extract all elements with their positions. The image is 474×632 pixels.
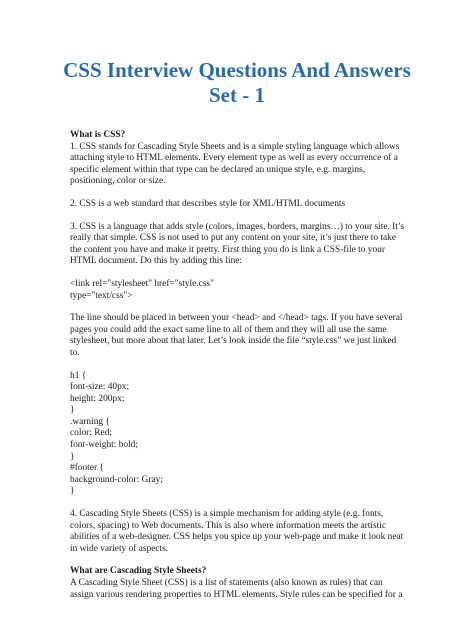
text-line: A Cascading Style Sheet (CSS) is a list of statements (also known as rules) that can [70, 578, 383, 588]
paragraph [70, 222, 416, 268]
paragraph [70, 509, 416, 555]
title-line: Set - 1 [209, 83, 265, 107]
code-line: #footer { [70, 463, 104, 474]
text-line: assign various rendering properties to HTML elements. Style rules can be specified for a [70, 589, 403, 600]
code-line: font-size: 40px; [70, 382, 130, 393]
code-line: h1 { [70, 370, 87, 381]
text-line: stylesheet, but more about that later. Let’s look inside the file “style.css” we just linked [70, 336, 397, 347]
code-line: height: 200px; [70, 393, 125, 404]
text-line: really that simple. CSS is not used to put any content on your site, it’s just there to take [70, 233, 397, 244]
code-line: background-color: Gray; [70, 474, 163, 485]
code-line: } [70, 451, 75, 462]
code-line: font-weight: bold; [70, 440, 138, 451]
paragraph [70, 313, 416, 359]
text-line: specific element within that type can be declared an unique style, e.g. margins, [70, 164, 366, 175]
text-line: pages you could add the exact same line to all of them and they will all use the same [70, 324, 387, 335]
code-line: color: Red; [70, 428, 112, 439]
text-line: 1. CSS stands for Cascading Style Sheets and is a simple styling language which allows [70, 141, 400, 152]
code-snippet-css [70, 371, 416, 499]
text-line: attaching style to HTML elements. Every element type as well as every occurrence of a [70, 153, 398, 164]
text-line: abilities of a web-designer. CSS helps you spice up your web-page and make it look neat [70, 532, 404, 543]
text-line: 4. Cascading Style Sheets (CSS) is a simple mechanism for adding style (e.g. fonts, [70, 509, 384, 520]
paragraph [70, 142, 416, 188]
code-snippet-link [70, 279, 416, 302]
text-line: 3. CSS is a language that adds style (colors, images, borders, margins…) to your site. It’s [70, 221, 405, 232]
text-line: to. [70, 347, 80, 358]
text-line: the content you have and make it pretty. First thing you do is link a CSS-file to your [70, 244, 385, 255]
code-line: type="text/css"> [70, 290, 133, 301]
text-line: in wide variety of aspects. [70, 543, 169, 554]
text-line: 2. CSS is a web standard that describes style for XML/HTML documents [70, 198, 346, 209]
page-title [58, 58, 416, 108]
text-line: positioning, color or size. [70, 176, 166, 187]
code-line: <link rel="stylesheet" href="style.css" [70, 278, 214, 289]
code-line: } [70, 405, 75, 416]
paragraph [70, 578, 416, 601]
text-line: HTML document. Do this by adding this line: [70, 256, 243, 267]
section-heading: What are Cascading Style Sheets? [70, 566, 207, 577]
text-line: The line should be placed in between your <head> and </head> tags. If you have several [70, 313, 403, 324]
code-line: .warning { [70, 416, 110, 427]
document-body [70, 130, 416, 601]
title-line: CSS Interview Questions And Answers [63, 58, 411, 82]
text-line: colors, spacing) to Web documents. This is also where information meets the artistic [70, 520, 387, 531]
section-heading: What is CSS? [70, 130, 126, 140]
paragraph [70, 199, 416, 211]
code-line: } [70, 486, 75, 497]
